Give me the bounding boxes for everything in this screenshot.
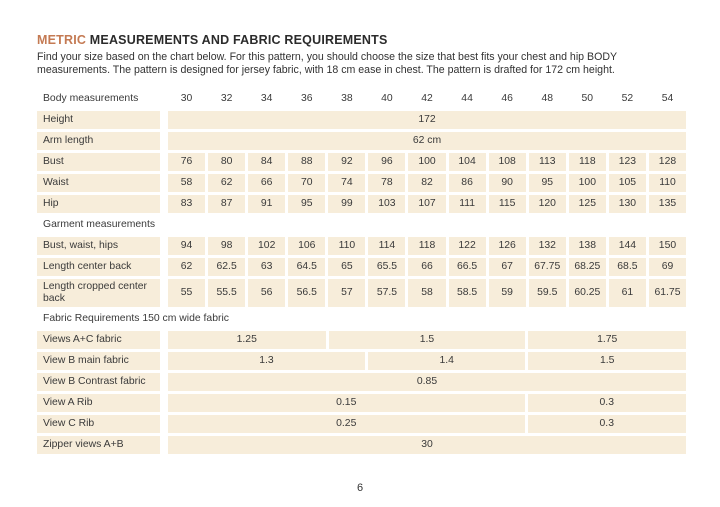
value-cell: 91: [248, 195, 285, 213]
value-cell: 59.5: [529, 279, 566, 307]
value-cell: 132: [529, 237, 566, 255]
value-cell: 66.5: [449, 258, 486, 276]
row-cells: [168, 279, 686, 307]
row-cells: [168, 394, 686, 412]
value-cell: 67.75: [529, 258, 566, 276]
table-row: [37, 331, 686, 349]
row-cells: [168, 111, 686, 129]
value-cell: 86: [449, 174, 486, 192]
table-header-label: Body measurements: [43, 93, 139, 105]
value-cell: 67: [489, 258, 526, 276]
value-cell: 64.5: [288, 258, 325, 276]
value-cell: 63: [248, 258, 285, 276]
value-cell: 130: [609, 195, 646, 213]
value-cell: 106: [288, 237, 325, 255]
value-cell: 118: [408, 237, 445, 255]
size-column-headers: [168, 90, 686, 108]
value-cell: 83: [168, 195, 205, 213]
value-cell: 99: [328, 195, 365, 213]
row-label: Views A+C fabric: [37, 331, 160, 349]
table-row: [37, 352, 686, 370]
value-cell: 68.25: [569, 258, 606, 276]
row-cells: [168, 132, 686, 150]
value-cell: 55.5: [208, 279, 245, 307]
table-header-row: [37, 90, 686, 108]
size-table: [37, 90, 686, 454]
value-cell: 105: [609, 174, 646, 192]
size-column-header: 48: [541, 93, 554, 105]
value-cell: 69: [649, 258, 686, 276]
value-cell: 126: [489, 237, 526, 255]
row-label: Arm length: [37, 132, 160, 150]
row-cells: [168, 415, 686, 433]
row-label: View C Rib: [37, 415, 160, 433]
size-column-header: 40: [381, 93, 393, 105]
value-cell: 82: [408, 174, 445, 192]
value-cell: 0.3: [528, 415, 686, 433]
value-cell: 58: [408, 279, 445, 307]
row-cells: [168, 352, 686, 370]
value-cell: 62 cm: [168, 132, 686, 150]
value-cell: 66: [408, 258, 445, 276]
size-column-header: 52: [621, 93, 634, 105]
row-label: Length center back: [37, 258, 160, 276]
value-cell: 56.5: [288, 279, 325, 307]
value-cell: 104: [449, 153, 486, 171]
value-cell: 125: [569, 195, 606, 213]
value-cell: 138: [569, 237, 606, 255]
value-cell: 59: [489, 279, 526, 307]
value-cell: 58.5: [449, 279, 486, 307]
value-cell: 58: [168, 174, 205, 192]
row-cells: [168, 195, 686, 213]
value-cell: 172: [168, 111, 686, 129]
value-cell: 100: [408, 153, 445, 171]
value-cell: 30: [168, 436, 686, 454]
value-cell: 96: [368, 153, 405, 171]
value-cell: 113: [529, 153, 566, 171]
table-row: [37, 174, 686, 192]
value-cell: 0.15: [168, 394, 525, 412]
size-column-header: 42: [421, 93, 433, 105]
page-title: [37, 33, 686, 47]
intro-line-2: measurements. The pattern is designed for jersey fabric, with 18 cm ease in chest. The pattern is drafted for 172 cm height.: [37, 63, 615, 76]
size-column-header: 54: [661, 93, 674, 105]
value-cell: 57.5: [368, 279, 405, 307]
value-cell: 95: [529, 174, 566, 192]
row-label: Waist: [37, 174, 160, 192]
value-cell: 61: [609, 279, 646, 307]
value-cell: 62: [208, 174, 245, 192]
row-label: View A Rib: [37, 394, 160, 412]
value-cell: 0.3: [528, 394, 686, 412]
value-cell: 78: [368, 174, 405, 192]
value-cell: 87: [208, 195, 245, 213]
value-cell: 111: [449, 195, 486, 213]
value-cell: 95: [288, 195, 325, 213]
table-row: [37, 195, 686, 213]
row-label: Hip: [37, 195, 160, 213]
size-column-header: 32: [220, 93, 233, 105]
value-cell: 1.75: [528, 331, 686, 349]
value-cell: 0.25: [168, 415, 525, 433]
section-row: Garment measurements: [43, 219, 156, 231]
size-column-header: 36: [300, 93, 313, 105]
value-cell: 1.4: [368, 352, 526, 370]
table-row: [37, 132, 686, 150]
value-cell: 1.25: [168, 331, 326, 349]
size-column-header: 50: [581, 93, 594, 105]
value-cell: 55: [168, 279, 205, 307]
row-label: Zipper views A+B: [37, 436, 160, 454]
value-cell: 57: [328, 279, 365, 307]
row-label: Bust: [37, 153, 160, 171]
table-row: [37, 111, 686, 129]
value-cell: 66: [248, 174, 285, 192]
intro-line-1: Find your size based on the chart below. For this pattern, you should choose the size that best fits your chest and hip BODY: [37, 51, 618, 63]
value-cell: 65.5: [368, 258, 405, 276]
value-cell: 70: [288, 174, 325, 192]
value-cell: 100: [569, 174, 606, 192]
value-cell: 61.75: [649, 279, 686, 307]
value-cell: 1.5: [528, 352, 686, 370]
table-row: [37, 237, 686, 255]
row-label: Length cropped center back: [37, 279, 160, 307]
table-row: [37, 415, 686, 433]
value-cell: 118: [569, 153, 606, 171]
row-cells: [168, 237, 686, 255]
value-cell: 120: [529, 195, 566, 213]
value-cell: 94: [168, 237, 205, 255]
value-cell: 108: [489, 153, 526, 171]
value-cell: 90: [489, 174, 526, 192]
value-cell: 84: [248, 153, 285, 171]
value-cell: 74: [328, 174, 365, 192]
size-column-header: 34: [260, 93, 273, 105]
row-cells: [168, 258, 686, 276]
row-label: View B Contrast fabric: [37, 373, 160, 391]
table-row: [37, 258, 686, 276]
value-cell: 110: [328, 237, 365, 255]
row-label: Bust, waist, hips: [37, 237, 160, 255]
value-cell: 1.5: [329, 331, 526, 349]
row-cells: [168, 373, 686, 391]
value-cell: 98: [208, 237, 245, 255]
value-cell: 107: [408, 195, 445, 213]
value-cell: 62: [168, 258, 205, 276]
table-row: [37, 279, 686, 307]
table-row: [37, 436, 686, 454]
page-number: 6: [356, 482, 364, 494]
value-cell: 128: [649, 153, 686, 171]
value-cell: 114: [368, 237, 405, 255]
value-cell: 115: [489, 195, 526, 213]
table-row: [37, 394, 686, 412]
size-column-header: 38: [341, 93, 353, 105]
value-cell: 76: [168, 153, 205, 171]
value-cell: 122: [449, 237, 486, 255]
table-row: [37, 373, 686, 391]
table-rows: [37, 111, 686, 454]
value-cell: 0.85: [168, 373, 686, 391]
size-column-header: 30: [180, 93, 193, 105]
section-row: Fabric Requirements 150 cm wide fabric: [43, 313, 229, 325]
value-cell: 144: [609, 237, 646, 255]
value-cell: 80: [208, 153, 245, 171]
value-cell: 65: [328, 258, 365, 276]
row-cells: [168, 174, 686, 192]
row-label: Height: [37, 111, 160, 129]
value-cell: 103: [368, 195, 405, 213]
table-row: [37, 153, 686, 171]
size-column-header: 46: [501, 93, 513, 105]
row-cells: [168, 153, 686, 171]
row-cells: [168, 436, 686, 454]
page-title-accent: METRIC: [37, 33, 87, 47]
value-cell: 56: [248, 279, 285, 307]
row-cells: [168, 331, 686, 349]
value-cell: 68.5: [609, 258, 646, 276]
value-cell: 110: [649, 174, 686, 192]
row-label: View B main fabric: [37, 352, 160, 370]
value-cell: 102: [248, 237, 285, 255]
value-cell: 62.5: [208, 258, 245, 276]
value-cell: 123: [609, 153, 646, 171]
page-title-rest: MEASUREMENTS AND FABRIC REQUIREMENTS: [86, 33, 388, 47]
value-cell: 1.3: [168, 352, 365, 370]
size-column-header: 44: [461, 93, 473, 105]
value-cell: 150: [649, 237, 686, 255]
value-cell: 135: [649, 195, 686, 213]
value-cell: 60.25: [569, 279, 606, 307]
value-cell: 88: [288, 153, 325, 171]
intro-paragraph: [37, 51, 686, 77]
value-cell: 92: [328, 153, 365, 171]
